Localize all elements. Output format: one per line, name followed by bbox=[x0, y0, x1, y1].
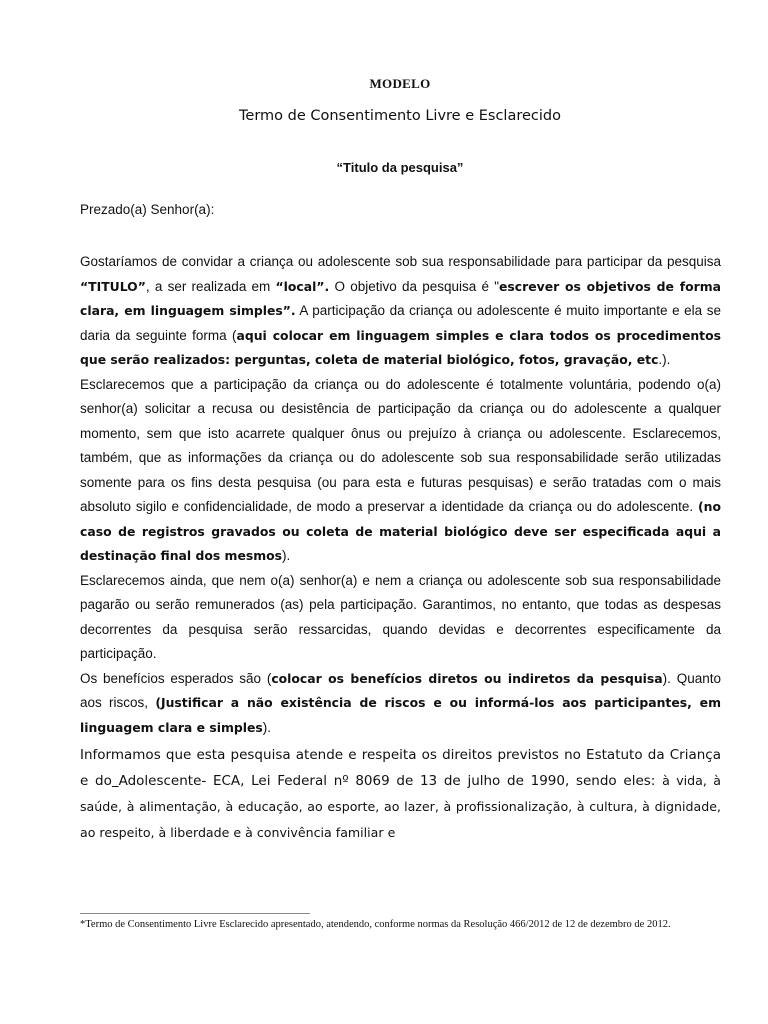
text-span: à vida, à saúde, à alimentação, à educação, ao esporte, ao lazer, à profissionalização, à cultura, à dignidade, ao respeito, à liberdade e à convivência familiar e bbox=[80, 773, 722, 840]
research-title: “Titulo da pesquisa” bbox=[336, 160, 464, 175]
footnote: *Termo de Consentimento Livre Esclarecido apresentado, atendendo, conforme normas da Resolução 466/2012 de 12 de dezembro de 2012. bbox=[80, 919, 671, 930]
bold-span: colocar os benefícios diretos ou indiretos da pesquisa bbox=[271, 670, 663, 686]
paragraph-costs bbox=[80, 569, 721, 667]
text-span: Esclarecemos que a participação da criança ou do adolescente é totalmente voluntária, podendo o(a) senhor(a) solicitar a recusa ou desistência de participação da criança ou do adolescente a qualquer momento, sem que isto acarrete qualquer ônus ou prejuízo à criança ou adolescente. Esclarecemos, também, que as informações da criança ou do adolescente sob sua responsabilidade serão utilizadas somente para os fins desta pesquisa (ou para esta e futuras pesquisas) e serão tratadas com o mais absoluto sigilo e confidencialidade, de modo a preservar a identidade da criança ou do adolescente. bbox=[80, 376, 721, 514]
document-title: Termo de Consentimento Livre e Esclarecido bbox=[239, 108, 561, 124]
text-span: Adolescente- ECA, Lei Federal nº 8069 de 13 de julho de 1990, sendo eles: bbox=[118, 773, 663, 789]
salutation: Prezado(a) Senhor(a): bbox=[80, 202, 215, 217]
document-body bbox=[80, 250, 721, 846]
text-span: , a ser realizada em bbox=[145, 278, 276, 294]
text-span: Esclarecemos ainda, que nem o(a) senhor(a) e nem a criança ou adolescente sob sua responsabilidade pagarão ou serão remunerados (as) pela participação. Garantimos, no entanto, que todas as despesas decorrentes da pesquisa serão ressarcidas, quando devidas e decorrentes especificamente da participação. bbox=[80, 572, 721, 661]
text-span: A participação da criança ou adolescente é muito importante e ela se daria da seguinte forma ( bbox=[80, 303, 721, 343]
text-span: Gostaríamos de convidar a criança ou adolescente sob sua responsabilidade para participar da pesquisa bbox=[80, 254, 721, 269]
bold-span: aqui colocar em linguagem simples e clara todos os procedimentos que serão realizados: perguntas, coleta de material biológico, fotos, gravação, etc bbox=[80, 327, 721, 367]
paragraph-invitation bbox=[80, 250, 721, 373]
bold-span: “TITULO” bbox=[80, 278, 146, 294]
bold-span: (no caso de registros gravados ou coleta de material biológico deve ser especificada aqui a destinação final dos mesmos bbox=[80, 499, 721, 563]
text-span: ). Quanto aos riscos, bbox=[80, 670, 721, 710]
text-span: ). bbox=[262, 719, 271, 735]
paragraph-voluntary bbox=[80, 373, 721, 569]
footnote-separator bbox=[80, 913, 310, 914]
underlined-space bbox=[112, 773, 119, 789]
text-span: O objetivo da pesquisa é " bbox=[329, 278, 499, 294]
bold-span: “local”. bbox=[275, 278, 330, 294]
bold-span: escrever os objetivos de forma clara, em linguagem simples”. bbox=[80, 278, 721, 318]
text-span: Informamos que esta pesquisa atende e respeita os direitos previstos no Estatuto da Criança e do bbox=[80, 747, 721, 789]
text-span: .). bbox=[658, 352, 671, 367]
paragraph-eca bbox=[80, 742, 721, 846]
text-span: ). bbox=[282, 548, 291, 563]
bold-span: (Justificar a não existência de riscos e ou informá-los aos participantes, em linguagem clara e simples bbox=[80, 695, 721, 735]
paragraph-benefits-risks bbox=[80, 667, 721, 741]
text-span: Os benefícios esperados são ( bbox=[80, 670, 272, 686]
document-label: MODELO bbox=[369, 76, 431, 91]
